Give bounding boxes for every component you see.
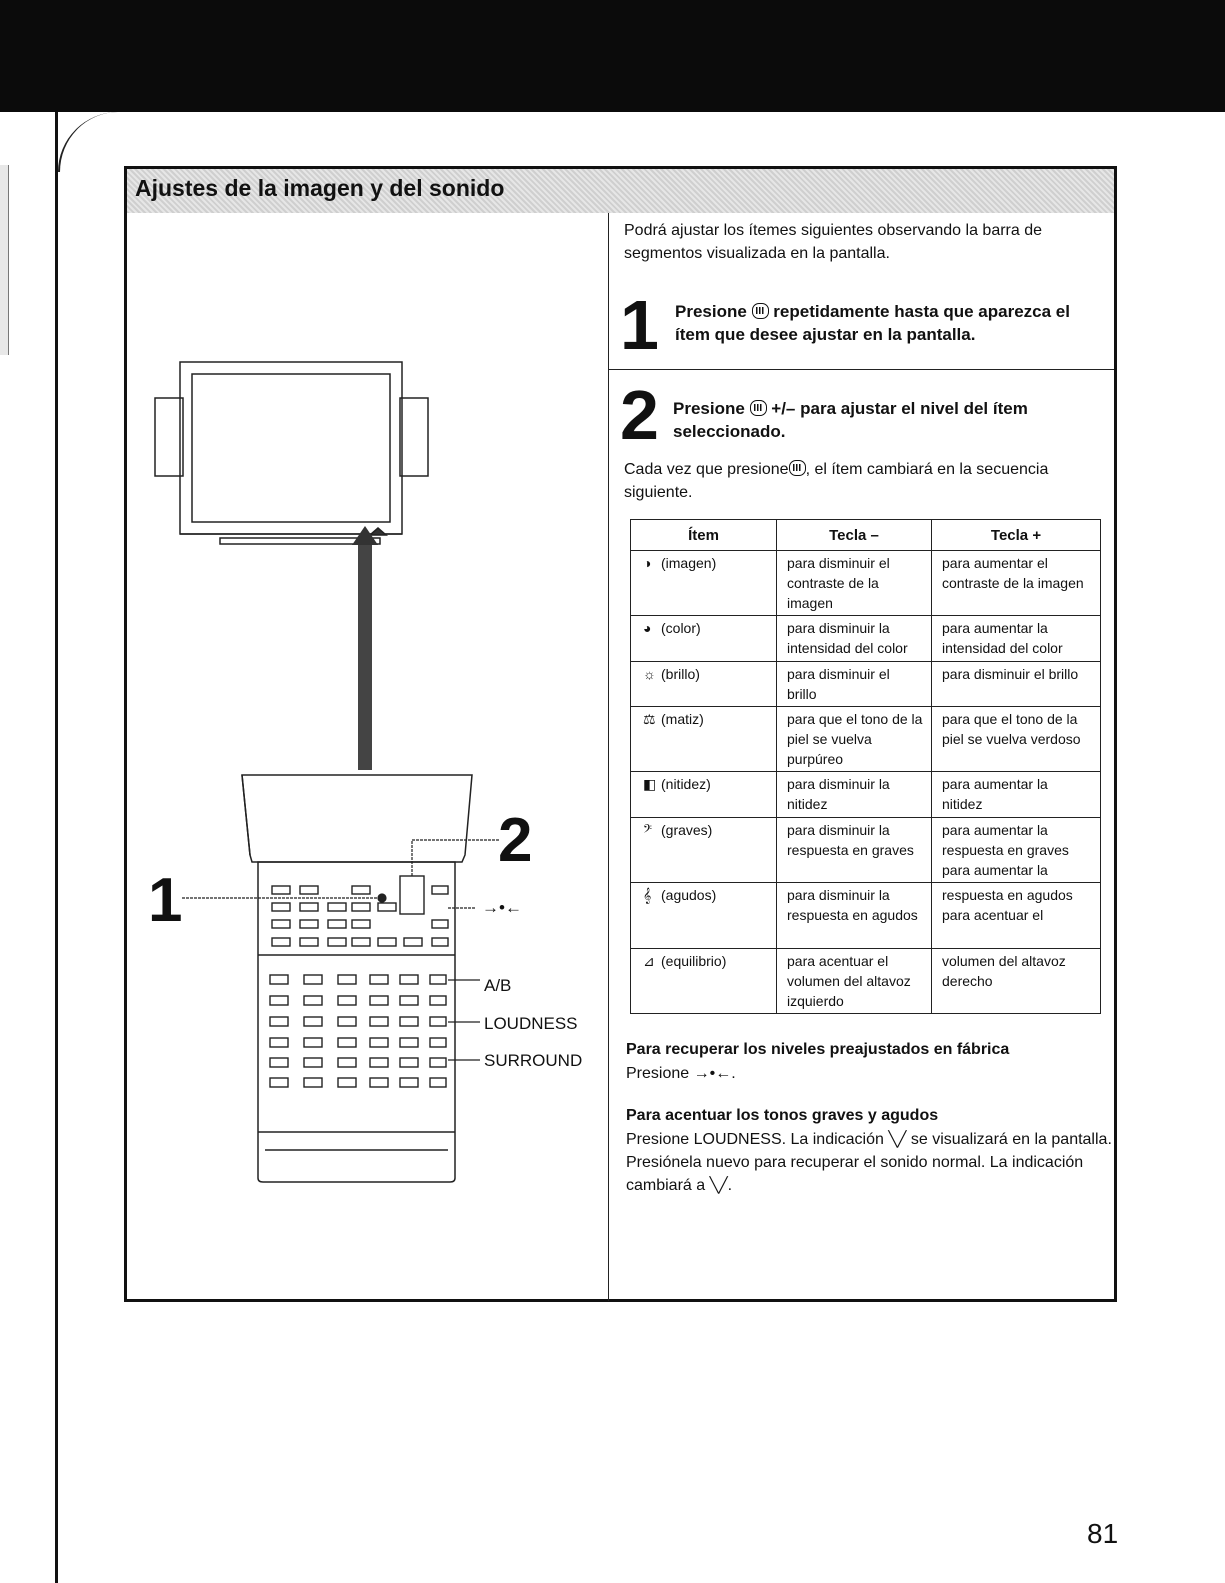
callout-loudness: LOUDNESS <box>484 1014 578 1033</box>
picture-icon: ◑ <box>643 555 652 571</box>
table-row: ⊿ (equilibrio) para acentuar el volumen del altavoz izquierdo volumen del altavoz derecho <box>631 949 1101 1014</box>
tv-speaker-right <box>400 398 428 476</box>
table-header-row <box>631 520 1101 551</box>
table-row: ⚖ (matiz) para que el tono de la piel se vuelva purpúreo para que el tono de la piel se vuelva verdoso <box>631 707 1101 772</box>
top-black-band <box>0 0 1225 112</box>
callout-surround: SURROUND <box>484 1051 583 1070</box>
color-icon: ◕ <box>643 620 652 636</box>
menu-button-icon <box>750 400 767 416</box>
step-divider <box>609 369 1114 370</box>
callout-ab: A/B <box>484 976 512 995</box>
section-title: Ajustes de la imagen y del sonido <box>135 175 505 201</box>
binding-line <box>55 112 58 1583</box>
loudness-off-icon: ╲╱ <box>709 1177 728 1194</box>
remote-buttons <box>270 876 448 1087</box>
reset-heading: Para recuperar los niveles preajustados en fábrica <box>626 1041 1010 1058</box>
brightness-icon: ☼ <box>643 666 656 682</box>
table-row: ◧ (nitidez) para disminuir la nitidez para aumentar la nitidez <box>631 772 1101 818</box>
col-header-item: Ítem <box>631 520 777 551</box>
arrow-up <box>370 528 386 535</box>
remote-lid <box>242 775 472 862</box>
loudness-text: Presione LOUDNESS. La indicación ╲╱ se visualizará en la pantalla. Presiónela nuevo para recuperar el sonido normal. La indicación cambiará a ╲╱. <box>626 1131 1112 1194</box>
step-1-number: 1 <box>620 286 659 364</box>
reset-text: Presione →•←. <box>626 1065 736 1082</box>
table-row: ☼ (brillo) para disminuir el brillo para disminuir el brillo <box>631 662 1101 707</box>
step-1-text: Presione repetidamente hasta que aparezca el ítem que desee ajustar en la pantalla. <box>675 302 1070 344</box>
table-row: ◑ (imagen) para disminuir el contraste de la imagen para aumentar el contraste de la imagen <box>631 551 1101 616</box>
sharpness-icon: ◧ <box>643 776 657 792</box>
tv-body <box>180 362 402 534</box>
adjustment-table <box>630 519 1101 1014</box>
step-2-number: 2 <box>620 376 659 454</box>
page-edge <box>0 165 9 355</box>
bass-clef-icon: 𝄢 <box>643 822 653 838</box>
menu-button-icon <box>752 303 769 319</box>
illustration-label-2: 2 <box>498 806 533 875</box>
column-divider <box>608 213 609 1301</box>
treble-clef-icon: 𝄞 <box>643 887 652 903</box>
section-title-bar <box>127 169 1114 213</box>
page-number: 81 <box>1087 1518 1119 1549</box>
leader-2 <box>412 840 500 876</box>
col-header-minus: Tecla – <box>777 520 932 551</box>
col-header-plus: Tecla + <box>932 520 1101 551</box>
sequence-text: Cada vez que presione , el ítem cambiará en la secuencia siguiente. <box>624 461 1049 501</box>
step-2-text: Presione +/– para ajustar el nivel del ítem seleccionado. <box>673 399 1028 441</box>
reset-symbol-callout: →•← <box>482 898 522 917</box>
tv-speaker-left <box>155 398 183 476</box>
table-row: 𝄢 (graves) para disminuir la respuesta en graves para aumentar la respuesta en graves para aumentar la <box>631 818 1101 883</box>
hue-icon: ⚖ <box>643 711 656 727</box>
table-row: ◕ (color) para disminuir la intensidad del color para aumentar la intensidad del color <box>631 616 1101 662</box>
loudness-on-icon: ╲╱ <box>888 1131 907 1148</box>
table-row: 𝄞 (agudos) para disminuir la respuesta en agudos respuesta en agudos para acentuar el <box>631 883 1101 949</box>
binding-curve <box>58 112 130 172</box>
illustration-label-1: 1 <box>148 866 183 935</box>
loudness-heading: Para acentuar los tonos graves y agudos <box>626 1107 939 1124</box>
tv-screen <box>192 374 390 522</box>
intro-text: Podrá ajustar los ítemes siguientes observando la barra de segmentos visualizada en la pantalla. <box>624 222 1043 262</box>
balance-icon: ⊿ <box>643 953 655 969</box>
menu-button-icon <box>789 460 806 476</box>
